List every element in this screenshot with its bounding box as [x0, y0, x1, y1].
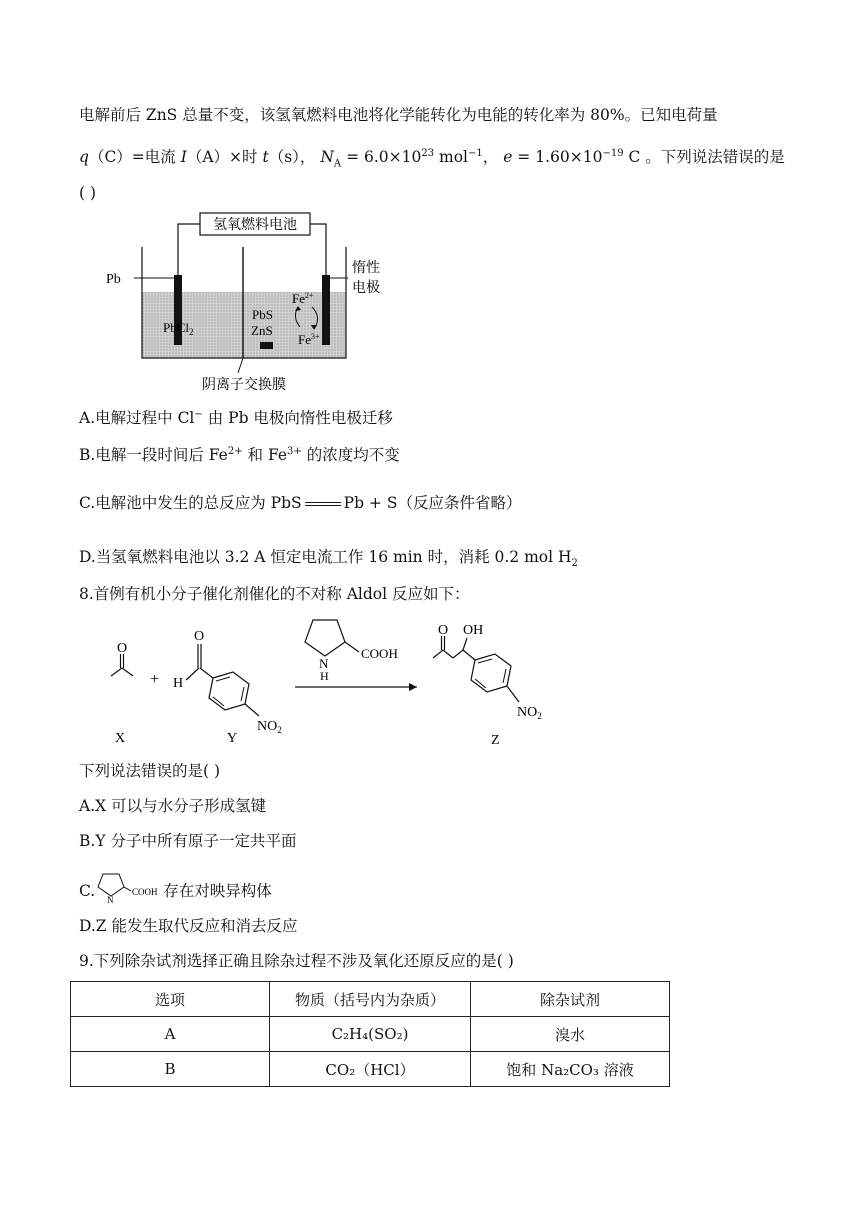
solid-block — [260, 342, 273, 349]
q7-option-c: C.电解池中发生的总反应为 PbS Pb + S（反应条件省略） — [79, 494, 522, 512]
pb-label: Pb — [106, 272, 121, 287]
z-oh: OH — [463, 623, 484, 638]
fe2-label: $Fe^{2+}$ — [292, 291, 314, 306]
table-row — [71, 1052, 670, 1087]
row-a-substance: C₂H₄(SO₂) — [270, 1017, 471, 1052]
q8-option-d: D.Z 能发生取代反应和消去反应 — [79, 917, 298, 935]
header-option: 选项 — [71, 982, 270, 1017]
q7-line1: 电解前后 ZnS 总量不变，该氢氧燃料电池将化学能转化为电能的转化率为 80%。已知电荷量 — [79, 106, 718, 124]
q7-option-d: D.当氢氧燃料电池以 3.2 A 恒定电流工作 16 min 时，消耗 0.2 mol $H_2$ — [79, 548, 578, 570]
q7-line3: ( ) — [79, 184, 97, 202]
z-no2: $NO_2$ — [517, 705, 542, 721]
equal-sign — [305, 502, 341, 506]
inert-label-2: 电极 — [352, 281, 380, 296]
zns-label: ZnS — [251, 323, 273, 338]
table-row — [71, 1017, 670, 1052]
cat-h: H — [320, 669, 329, 683]
q8-option-c: C. N COOH 存在对映异构体 — [79, 872, 272, 906]
label-y: Y — [227, 731, 238, 746]
y-no2: $NO_2$ — [257, 719, 282, 735]
header-substance: 物质（括号内为杂质） — [270, 982, 471, 1017]
q9-stem: 9.下列除杂试剂选择正确且除杂过程不涉及氧化还原反应的是( ) — [79, 952, 514, 970]
q9-table — [70, 981, 670, 1087]
cat-cooh: COOH — [361, 646, 398, 661]
proline-structure — [95, 872, 163, 906]
pbs-label: PbS — [252, 307, 273, 322]
row-b-reagent: 饱和 Na₂CO₃ 溶液 — [471, 1052, 670, 1087]
q7-option-b: B.电解一段时间后 $Fe^{2+}$ 和 $Fe^{3+}$ 的浓度均不变 — [79, 446, 400, 465]
q7-option-a: A.电解过程中 Cl− 由 Pb 电极向惰性电极迁移 — [79, 409, 393, 428]
plus-sign: + — [150, 671, 160, 688]
z-oxygen: O — [438, 623, 449, 638]
y-h: H — [173, 676, 184, 691]
svg-text:N: N — [107, 895, 114, 905]
membrane-label: 阴离子交换膜 — [202, 378, 286, 393]
cat-n: N — [319, 656, 329, 671]
header-reagent: 除杂试剂 — [471, 982, 670, 1017]
fe3-label: $Fe^{3+}$ — [298, 332, 320, 347]
label-x: X — [115, 731, 126, 746]
y-oxygen: O — [194, 629, 205, 644]
row-b-option: B — [71, 1052, 270, 1087]
x-oxygen: O — [117, 641, 128, 656]
q8-option-b: B.Y 分子中所有原子一定共平面 — [79, 832, 297, 850]
wire-right — [310, 224, 326, 275]
row-a-reagent: 溴水 — [471, 1017, 670, 1052]
electrolysis-diagram — [100, 205, 410, 395]
q7-line2: q（C）=电流 I（A）×时 t（s）， $N_A = 6.0\times 10^{23}$ mol$^{-1}$， $e = 1.60\times 10^{-19}$ C 。下列说法错误的是 — [79, 148, 785, 170]
aldol-reaction-scheme — [95, 612, 575, 752]
battery-label: 氢氧燃料电池 — [213, 218, 297, 233]
inert-label-1: 惰性 — [352, 261, 380, 276]
pbcl2-label: PbCl$_2$ — [163, 320, 194, 337]
inert-electrode — [322, 275, 330, 345]
svg-text:COOH: COOH — [132, 887, 158, 897]
wire-left — [178, 224, 200, 275]
q8-stem: 8.首例有机小分子催化剂催化的不对称 Aldol 反应如下： — [79, 585, 470, 603]
row-b-substance: CO₂（HCl） — [270, 1052, 471, 1087]
row-a-option: A — [71, 1017, 270, 1052]
table-header — [71, 982, 670, 1017]
q8-option-a: A.X 可以与水分子形成氢键 — [79, 797, 267, 815]
label-z: Z — [491, 733, 500, 748]
q8-ask: 下列说法错误的是( ) — [79, 762, 221, 780]
